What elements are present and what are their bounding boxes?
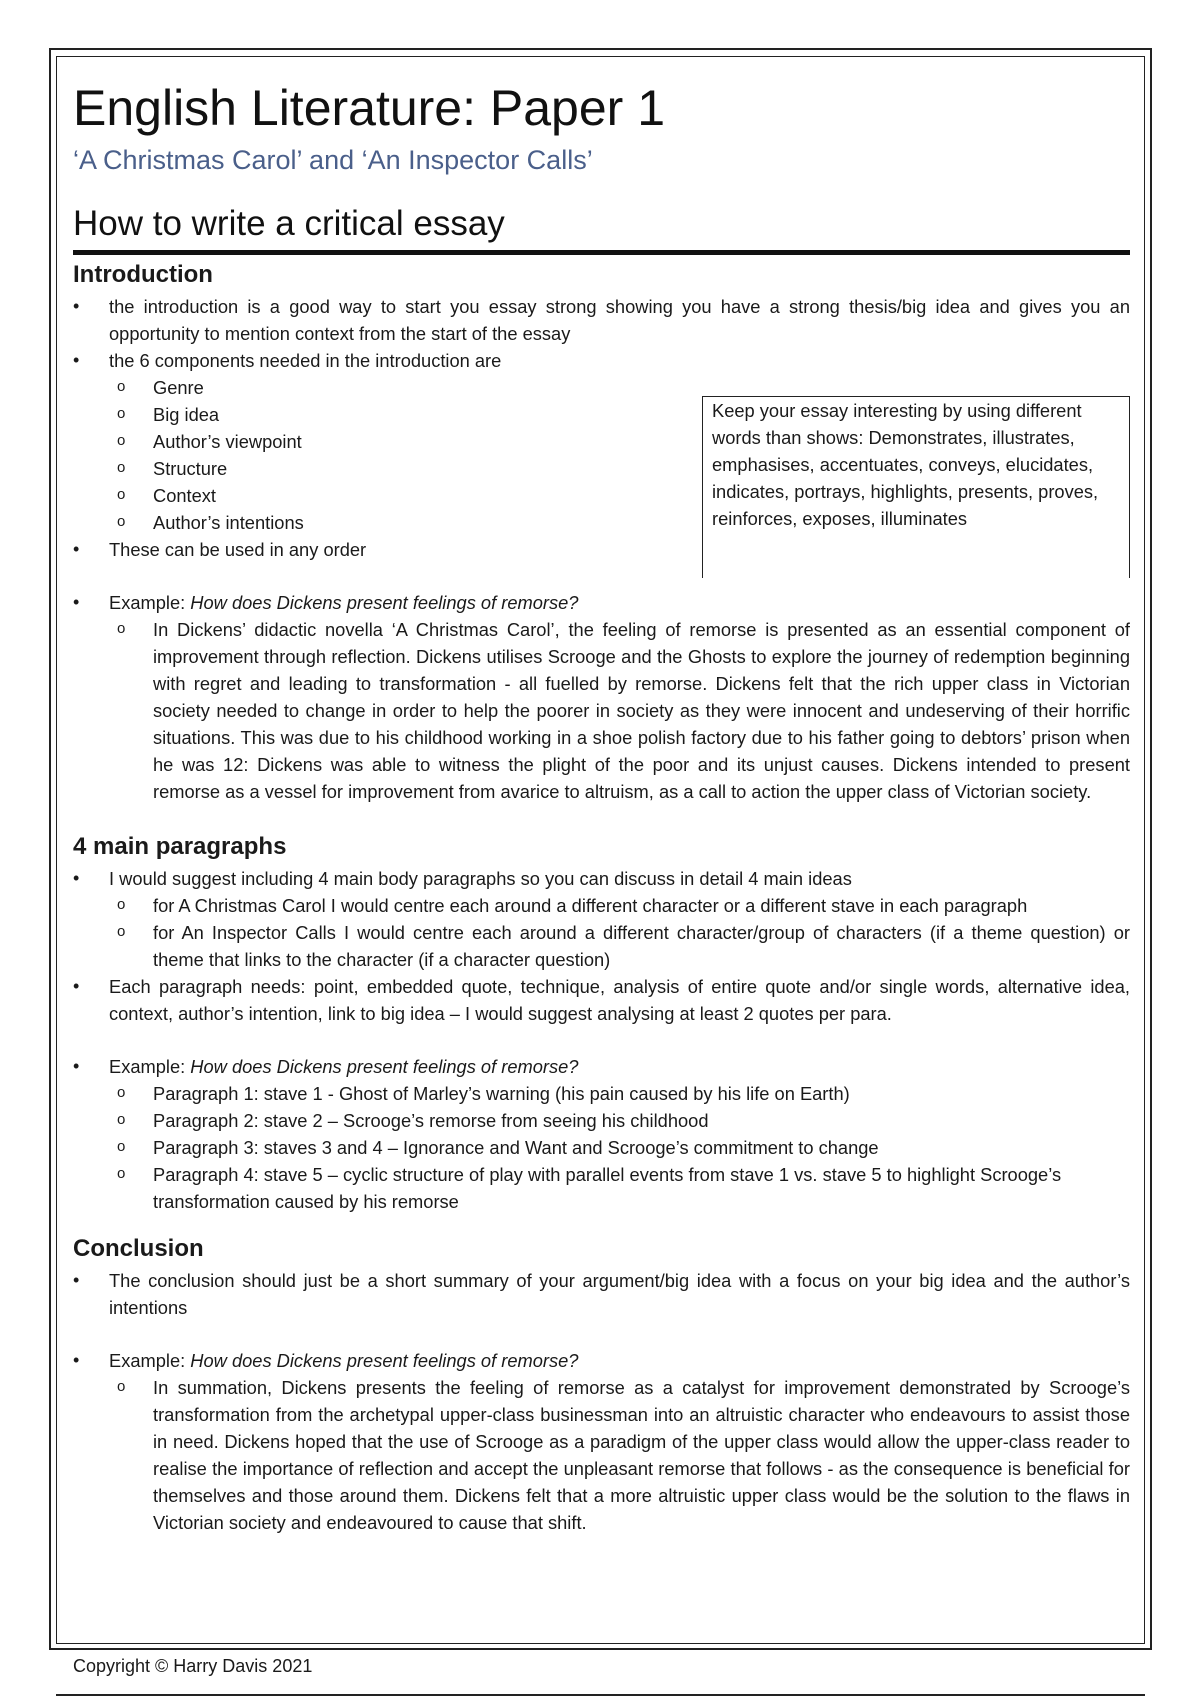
title-rule — [73, 250, 1130, 255]
main-bullet-2: Each paragraph needs: point, embedded quote, technique, analysis of entire quote and/or single words, alternative idea, context, author’s intention, link to big idea – I would suggest analysing at least 2 quotes per para. — [109, 976, 1130, 1024]
vocabulary-tip-text: Keep your essay interesting by using different words than shows: Demonstrates, illustrates, emphasises, accentuates, conveys, elucidates, indicates, portrays, highlights, presents, proves, reinforces, exposes, illuminates — [712, 400, 1099, 529]
vocabulary-tip-box — [702, 396, 1130, 578]
component-authors-intentions: Author’s intentions — [153, 512, 304, 533]
page-title: English Literature: Paper 1 — [73, 80, 666, 136]
main-paragraphs-heading: 4 main paragraphs — [73, 833, 287, 860]
intro-bullet-3: These can be used in any order — [109, 539, 367, 560]
page-subtitle: ‘A Christmas Carol’ and ‘An Inspector Calls’ — [73, 145, 593, 175]
example-label: Example: — [109, 1056, 191, 1077]
paragraph-plan-2: Paragraph 2: stave 2 – Scrooge’s remorse from seeing his childhood — [153, 1110, 709, 1131]
list-item — [73, 1107, 1130, 1134]
intro-example-text: In Dickens’ didactic novella ‘A Christmas Carol’, the feeling of remorse is presented as an essential component of improvement through reflection. Dickens utilises Scrooge and the Ghosts to explore the journey of redemption beginning with regret and leading to transformation - all fuelled by remorse. Dickens felt that the rich upper class in Victorian society needed to change in order to help the poorer in society as they were innocent and undeserving of their horrific situations. This was due to his childhood working in a shoe polish factory due to his father going to debtors’ prison when he was 12: Dickens was able to witness the plight of the poor and its unjust causes. Dickens intended to present remorse as a vessel for improvement from avarice to altruism, as a call to action the upper class of Victorian society. — [153, 619, 1130, 802]
conclusion-example-text-list — [73, 1374, 1130, 1536]
component-genre: Genre — [153, 377, 204, 398]
example-question: How does Dickens present feelings of remorse? — [190, 1056, 579, 1077]
list-item — [73, 892, 1130, 919]
conclusion-bullet-1: The conclusion should just be a short summary of your argument/big idea with a focus on your big idea and the author’s intentions — [109, 1270, 1130, 1318]
main-sub-container — [73, 892, 1130, 973]
paragraph-plan-3: Paragraph 3: staves 3 and 4 – Ignorance and Want and Scrooge’s commitment to change — [153, 1137, 879, 1158]
main-paragraphs-section — [73, 833, 1130, 1215]
section-title: How to write a critical essay — [73, 204, 505, 243]
list-item — [73, 865, 1130, 892]
list-item — [73, 1374, 1130, 1536]
example-question: How does Dickens present feelings of remorse? — [190, 592, 579, 613]
example-label: Example: — [109, 1350, 191, 1371]
paragraph-plan-1: Paragraph 1: stave 1 - Ghost of Marley’s warning (his pain caused by his life on Earth) — [153, 1083, 850, 1104]
list-item — [73, 919, 1130, 973]
main-paragraphs-list — [73, 865, 1130, 1027]
conclusion-example-list — [73, 1347, 1130, 1536]
conclusion-heading: Conclusion — [73, 1235, 204, 1262]
example-text-container — [73, 616, 1130, 805]
intro-bullet-2: the 6 components needed in the introduction are — [109, 350, 502, 371]
spacer — [73, 1027, 1130, 1053]
main-bullet-1: I would suggest including 4 main body paragraphs so you can discuss in detail 4 main ideas — [109, 868, 852, 889]
paragraph-plan-list — [73, 1080, 1130, 1215]
main-sub-1: for A Christmas Carol I would centre each around a different character or a different stave in each paragraph — [153, 895, 1028, 916]
list-item — [73, 293, 1130, 347]
conclusion-list — [73, 1267, 1130, 1321]
conclusion-section — [73, 1235, 1130, 1536]
spacer — [73, 1321, 1130, 1347]
intro-bullet-1: the introduction is a good way to start you essay strong showing you have a strong thesis/big idea and gives you an opportunity to mention context from the start of the essay — [109, 296, 1130, 344]
copyright-footer: Copyright © Harry Davis 2021 — [73, 1656, 313, 1676]
footer-rule — [56, 1694, 1145, 1696]
component-context: Context — [153, 485, 217, 506]
document-body — [73, 60, 1130, 1536]
main-example-container — [73, 1080, 1130, 1215]
component-authors-viewpoint: Author’s viewpoint — [153, 431, 302, 452]
list-item — [73, 347, 1130, 374]
list-item — [73, 1080, 1130, 1107]
list-item — [73, 589, 1130, 616]
intro-example-list — [73, 589, 1130, 805]
main-sub-list — [73, 892, 1130, 973]
paragraph-plan-4: Paragraph 4: stave 5 – cyclic structure of play with parallel events from stave 1 vs. stave 5 to highlight Scrooge’s transformation caused by his remorse — [153, 1164, 1062, 1212]
list-item — [73, 1053, 1130, 1080]
main-example-list — [73, 1053, 1130, 1215]
component-structure: Structure — [153, 458, 228, 479]
example-label: Example: — [109, 592, 191, 613]
component-big-idea: Big idea — [153, 404, 220, 425]
list-item — [73, 616, 1130, 805]
list-item — [73, 1267, 1130, 1321]
list-item — [73, 973, 1130, 1027]
list-item — [73, 1161, 1130, 1215]
list-item — [73, 1347, 1130, 1374]
list-item — [73, 1134, 1130, 1161]
conclusion-example-container — [73, 1374, 1130, 1536]
main-sub-2: for An Inspector Calls I would centre each around a different character/group of characters (if a theme question) or theme that links to the character (if a character question) — [153, 922, 1130, 970]
example-text-list — [73, 616, 1130, 805]
example-question: How does Dickens present feelings of remorse? — [190, 1350, 579, 1371]
conclusion-example-text: In summation, Dickens presents the feeling of remorse as a catalyst for improvement demonstrated by Scrooge’s transformation from the archetypal upper-class businessman into an altruistic character who endeavours to assist those in need. Dickens hoped that the use of Scrooge as a paradigm of the upper class would allow the upper-class reader to realise the importance of reflection and accept the unpleasant remorse that follows - as the consequence is beneficial for themselves and those around them. Dickens felt that a more altruistic upper class would be the solution to the flaws in Victorian society and endeavoured to cause that shift. — [153, 1377, 1130, 1533]
introduction-heading: Introduction — [73, 261, 213, 288]
